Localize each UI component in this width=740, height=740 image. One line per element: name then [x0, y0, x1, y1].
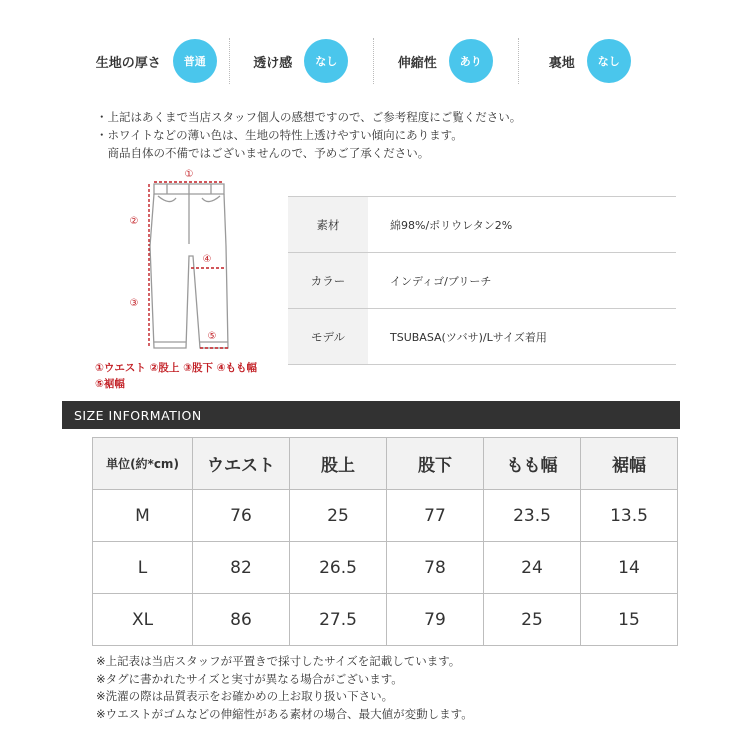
spec-value: インディゴ/ブリーチ	[368, 253, 676, 309]
disclaimer-notes	[96, 108, 521, 162]
column-header: 裾幅	[581, 438, 678, 490]
table-cell: 79	[387, 594, 484, 646]
marker-hem: ⑤	[207, 331, 217, 342]
table-cell: 82	[193, 542, 290, 594]
fabric-attributes	[84, 34, 662, 88]
attr-label: 生地の厚さ	[95, 55, 161, 71]
attr-value-badge: なし	[304, 39, 348, 83]
note-line: 商品自体の不備ではございませんので、予めご了承ください。	[96, 146, 430, 160]
footer-note: ※タグに書かれたサイズと実寸が異なる場合がございます。	[96, 671, 403, 686]
legend-line: ①ウエスト ②股上 ③股下 ④もも幅	[95, 362, 258, 374]
table-cell: 15	[581, 594, 678, 646]
spec-table	[288, 196, 676, 365]
attr-thickness	[84, 34, 229, 88]
pants-outline-icon	[150, 184, 228, 348]
attr-value-badge: なし	[587, 39, 631, 83]
spec-key: モデル	[288, 309, 368, 365]
column-header: もも幅	[484, 438, 581, 490]
table-row	[93, 490, 678, 542]
marker-thigh: ④	[202, 254, 212, 265]
table-cell: 77	[387, 490, 484, 542]
table-cell: 76	[193, 490, 290, 542]
size-table-header	[93, 438, 678, 490]
table-cell: 24	[484, 542, 581, 594]
legend-line: ⑤裾幅	[95, 378, 125, 390]
attr-label: 裏地	[548, 55, 575, 71]
size-label: M	[93, 490, 193, 542]
footer-note: ※ウエストがゴムなどの伸縮性がある素材の場合、最大値が変動します。	[96, 706, 473, 721]
table-cell: 78	[387, 542, 484, 594]
size-label: XL	[93, 594, 193, 646]
column-header: 股下	[387, 438, 484, 490]
footer-note: ※上記表は当店スタッフが平置きで採寸したサイズを記載しています。	[96, 654, 461, 668]
footer-note: ※洗濯の際は品質表示をお確かめの上お取り扱い下さい。	[96, 689, 394, 703]
attr-label: 透け感	[253, 55, 293, 71]
column-header: ウエスト	[193, 438, 290, 490]
note-line: ・ホワイトなどの薄い色は、生地の特性上透けやすい傾向にあります。	[96, 128, 463, 142]
column-header: 股上	[290, 438, 387, 490]
marker-waist: ①	[184, 169, 194, 180]
spec-row	[288, 309, 676, 365]
spec-row	[288, 253, 676, 309]
table-cell: 86	[193, 594, 290, 646]
spec-value: 綿98%/ポリウレタン2%	[368, 197, 676, 253]
table-cell: 27.5	[290, 594, 387, 646]
table-cell: 23.5	[484, 490, 581, 542]
marker-inseam: ③	[129, 298, 139, 309]
spec-value: TSUBASA(ツバサ)/Lサイズ着用	[368, 309, 676, 365]
attr-stretch	[373, 34, 518, 88]
table-cell: 14	[581, 542, 678, 594]
attr-value-badge: あり	[449, 39, 493, 83]
table-cell: 25	[290, 490, 387, 542]
attr-value-badge: 普通	[173, 39, 217, 83]
column-header: 単位(約*cm)	[93, 438, 193, 490]
size-table	[92, 437, 678, 646]
table-cell: 13.5	[581, 490, 678, 542]
table-row	[93, 594, 678, 646]
table-row	[93, 542, 678, 594]
diagram-legend	[95, 360, 257, 392]
spec-row	[288, 197, 676, 253]
measurement-notes	[96, 653, 473, 723]
spec-key: カラー	[288, 253, 368, 309]
table-cell: 25	[484, 594, 581, 646]
marker-rise: ②	[129, 216, 139, 227]
table-cell: 26.5	[290, 542, 387, 594]
size-label: L	[93, 542, 193, 594]
spec-key: 素材	[288, 197, 368, 253]
attr-transparency	[229, 34, 374, 88]
note-line: ・上記はあくまで当店スタッフ個人の感想ですので、ご参考程度にご覧ください。	[96, 110, 522, 124]
attr-label: 伸縮性	[397, 55, 437, 71]
attr-lining	[518, 34, 663, 88]
size-information-header: SIZE INFORMATION	[62, 401, 680, 429]
